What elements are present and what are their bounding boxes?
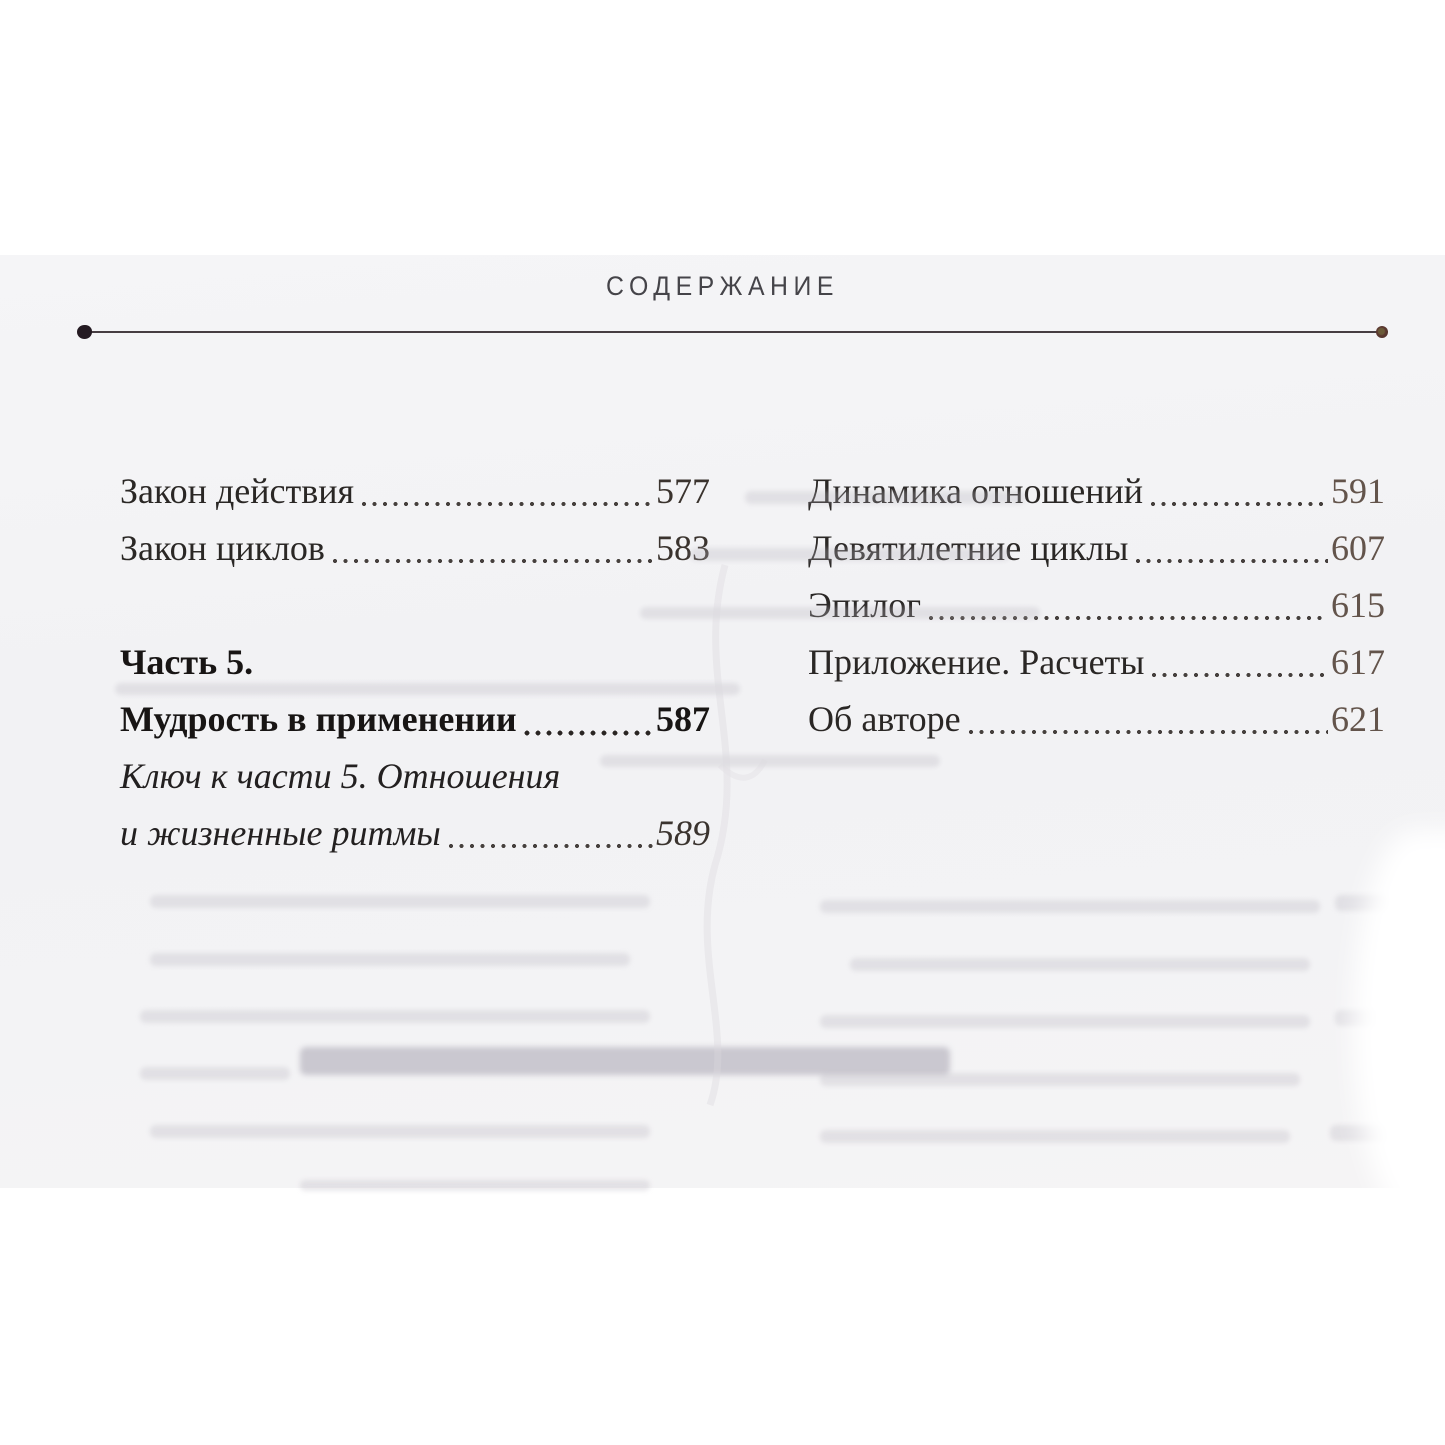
- showthrough-smudge: [850, 958, 1310, 971]
- showthrough-smudge: [150, 1125, 650, 1138]
- showthrough-smudge: [820, 1015, 1310, 1028]
- dot-leader: [1150, 501, 1328, 507]
- showthrough-smudge: [820, 1073, 1300, 1086]
- toc-entry: [120, 463, 710, 520]
- toc-entry: [120, 520, 710, 577]
- showthrough-smudge: [820, 900, 1320, 913]
- rule-left-dot-icon: [77, 325, 92, 339]
- showthrough-stem-decoration: [665, 555, 775, 1115]
- toc-entry-page: 607: [1331, 528, 1385, 568]
- showthrough-smudge: [115, 683, 740, 695]
- dot-leader: [1135, 558, 1328, 564]
- showthrough-smudge: [745, 491, 1025, 504]
- toc-entry-label: и жизненные ритмы: [120, 813, 441, 853]
- showthrough-smudge: [140, 1067, 290, 1080]
- toc-entry-label: Закон циклов: [120, 528, 325, 568]
- dot-leader: [448, 843, 653, 849]
- toc-entry-label: Ключ к части 5. Отношения: [120, 756, 561, 796]
- toc-entry-page: 617: [1331, 642, 1385, 682]
- dot-leader: [332, 558, 653, 564]
- decorative-rule: [82, 331, 1382, 333]
- toc-column-left: [120, 463, 710, 862]
- showthrough-smudge: [150, 895, 650, 908]
- dot-leader: [968, 729, 1328, 735]
- toc-entry-page: 615: [1331, 585, 1385, 625]
- toc-column-right: [808, 463, 1385, 748]
- rule-line: [82, 331, 1382, 333]
- toc-entry-label: Эпилог: [808, 585, 922, 625]
- toc-entry-label: Об авторе: [808, 699, 961, 739]
- toc-entry-page: 577: [656, 471, 710, 511]
- toc-entry: [808, 577, 1385, 634]
- showthrough-smudge: [150, 953, 630, 966]
- dot-leader: [1151, 672, 1328, 678]
- book-page: [0, 255, 1445, 1188]
- toc-entry-label: Часть 5.: [120, 642, 254, 682]
- showthrough-smudge: [820, 1130, 1290, 1143]
- toc-entry-label: Динамика отношений: [808, 471, 1144, 511]
- page-edge-highlight: [1353, 830, 1445, 1220]
- toc-entry-page: 621: [1331, 699, 1385, 739]
- showthrough-heading-smudge: [300, 1047, 950, 1075]
- showthrough-smudge: [140, 1010, 650, 1023]
- toc-entry-label: Девятилетние циклы: [808, 528, 1129, 568]
- toc-entry-label: Закон действия: [120, 471, 355, 511]
- toc-entry-page: 583: [656, 528, 710, 568]
- toc-entry: [120, 805, 710, 862]
- page-title: СОДЕРЖАНИЕ: [606, 271, 839, 301]
- dot-leader: [361, 501, 653, 507]
- toc-entry-label: Мудрость в применении: [120, 699, 517, 739]
- toc-entry: [808, 634, 1385, 691]
- toc-entry-page: 591: [1331, 471, 1385, 511]
- dot-leader: [524, 730, 653, 736]
- toc-entry: [120, 691, 710, 748]
- toc-entry-page: 587: [656, 699, 710, 739]
- showthrough-smudge: [300, 1180, 650, 1191]
- rule-right-dot-icon: [1376, 326, 1388, 338]
- toc-entry-label: Приложение. Расчеты: [808, 642, 1145, 682]
- toc-entry: [808, 691, 1385, 748]
- toc-entry-page: 589: [656, 813, 710, 853]
